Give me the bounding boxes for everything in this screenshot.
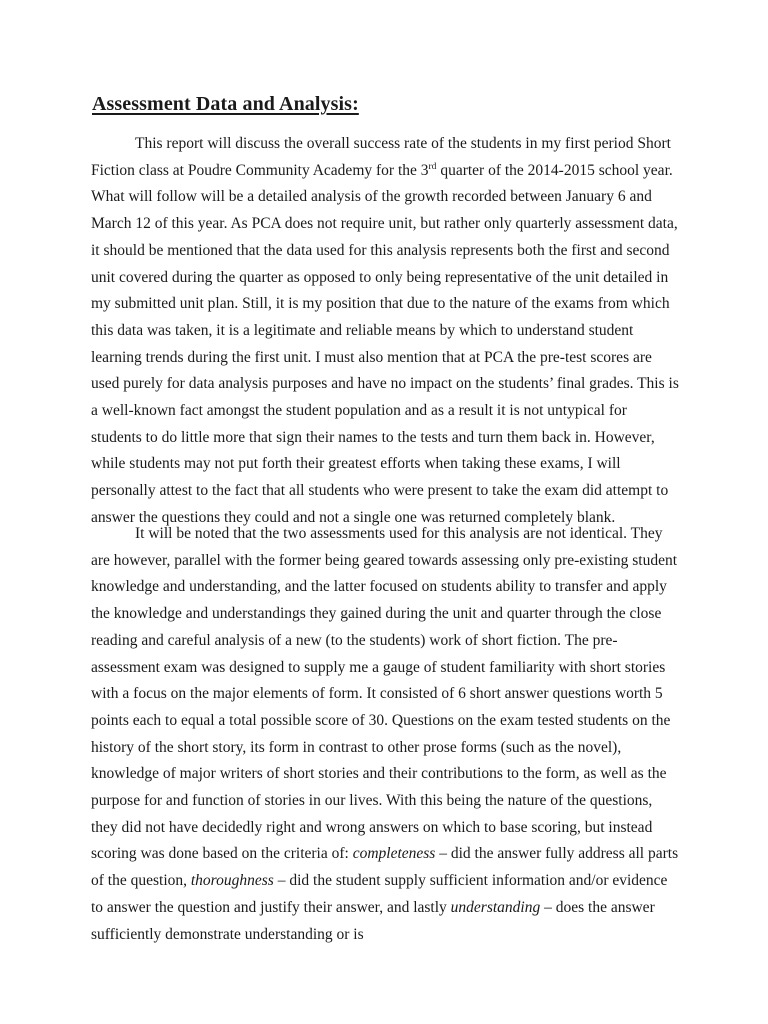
paragraph-1-text-end: quarter of the 2014-2015 school year. What will follow will be a detailed analysis of the growth recorded between January 6 and March 12 of this year. As PCA does not require unit, but rather only quarterly assessment data, it should be mentioned that the data used for this analysis represents both the first and second unit covered during the quarter as opposed to only being representative of the unit detailed in my submitted unit plan. Still, it is my position that due to the nature of the exams from which this data was taken, it is a legitimate and reliable means by which to understand student learning trends during the first unit. I must also mention that at PCA the pre-test scores are used purely for data analysis purposes and have no impact on the students’ final grades. This is a well-known fact amongst the student population and as a result it is not untypical for students to do little more that sign their names to the tests and turn them back in. However, while students may not put forth their greatest efforts when taking these exams, I will personally attest to the fact that all students who were present to take the exam did attempt to answer the questions they could and not a single one was returned completely blank. (91, 161, 679, 526)
body-paragraph-2 (91, 521, 679, 948)
paragraph-1-text-start: This report will discuss the overall success rate of the students in my first period Short Fiction class at Poudre Community Academy for the 3 (91, 135, 671, 179)
paragraph-2-text-part-4: – does the answer sufficiently demonstrate understanding or is (91, 898, 655, 943)
criterion-understanding: understanding (450, 898, 541, 916)
criterion-thoroughness: thoroughness (190, 872, 274, 890)
body-paragraph-1 (91, 131, 679, 532)
paragraph-2-text-part-3: – did the student supply sufficient information and/or evidence to answer the question and justify their answer, and lastly (91, 872, 668, 916)
criterion-completeness: completeness (352, 845, 436, 863)
paragraph-2-text-part-1: It will be noted that the two assessments used for this analysis are not identical. They are however, parallel with the former being geared towards assessing only pre-existing student knowledge and understanding, and the latter focused on students ability to transfer and apply the knowledge and understandings they gained during the unit and quarter through the close reading and careful analysis of a new (to the students) work of short fiction. The pre-assessment exam was designed to supply me a gauge of student familiarity with short stories with a focus on the major elements of form. It consisted of 6 short answer questions worth 5 points each to equal a total possible score of 30. Questions on the exam tested students on the history of the short story, its form in contrast to other prose forms (such as the novel), knowledge of major writers of short stories and their contributions to the form, as well as the purpose for and function of stories in our lives. With this being the nature of the questions, they did not have decidedly right and wrong answers on which to base scoring, but instead scoring was done based on the criteria of: (91, 525, 678, 863)
section-heading: Assessment Data and Analysis: (92, 93, 359, 115)
ordinal-superscript: rd (428, 161, 437, 172)
paragraph-2-text-part-2: – did the answer fully address all parts of the question, (91, 845, 679, 890)
